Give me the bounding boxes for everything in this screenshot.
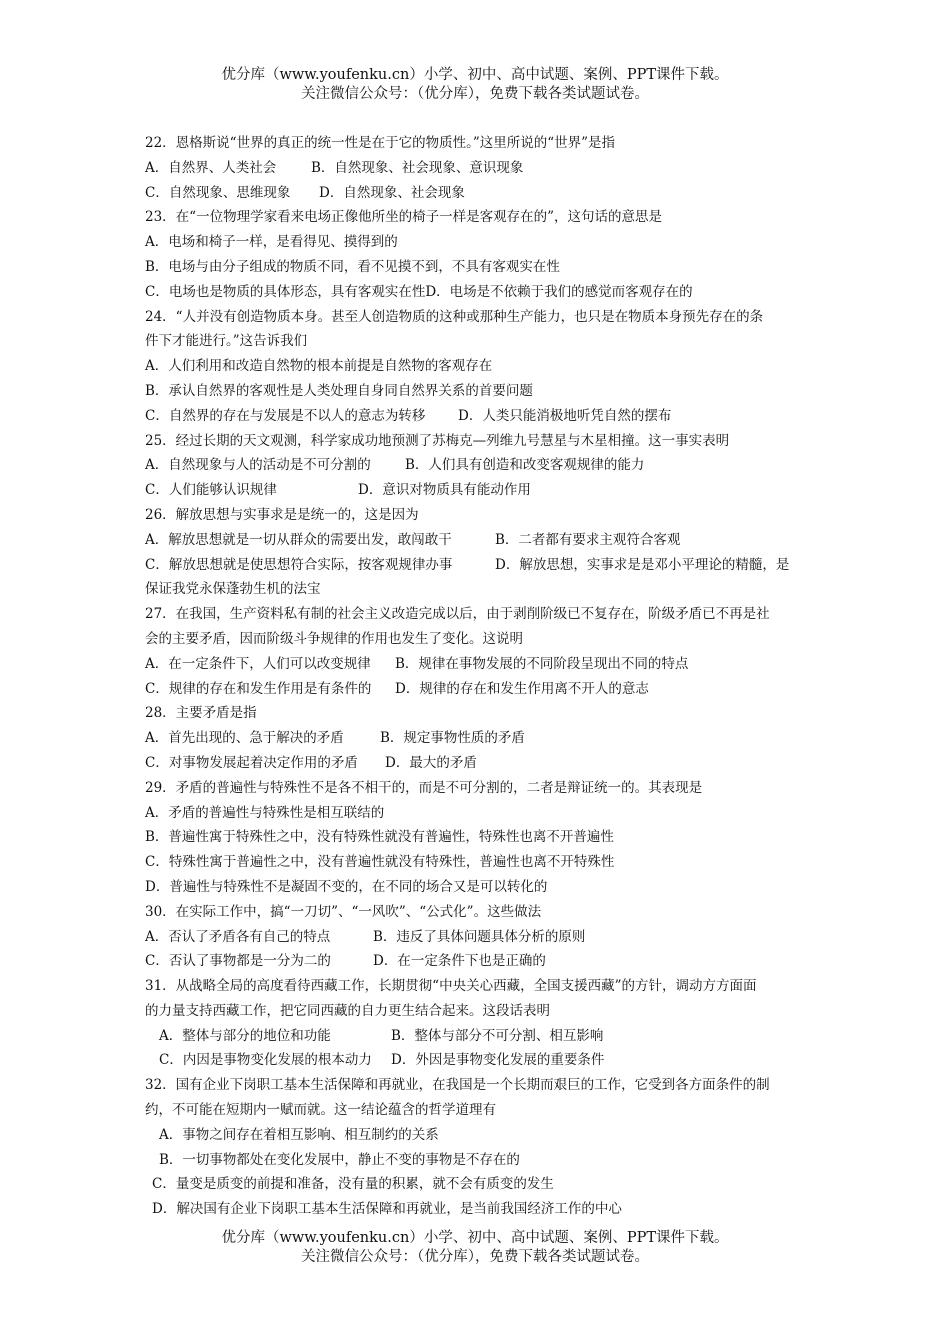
text-line: B．普遍性寓于特殊性之中，没有特殊性就没有普遍性，特殊性也离不开普遍性 xyxy=(145,829,614,846)
text-line: 31．从战略全局的高度看待西藏工作，长期贯彻“中央关心西藏，全国支援西藏”的方针，调动方方面面 xyxy=(145,978,757,995)
footer-line-2: 关注微信公众号：（优分库），免费下载各类试题试卷。 xyxy=(301,1249,649,1265)
text-line xyxy=(145,181,810,206)
text-line xyxy=(145,404,810,429)
option-right: B．二者都有要求主观符合客观 xyxy=(495,531,681,548)
header-line-2: 关注微信公众号：（优分库），免费下载各类试题试卷。 xyxy=(301,86,649,102)
option-left: C．人们能够认识规律 xyxy=(145,482,277,499)
text-line: A．电场和椅子一样，是看得见、摸得到的 xyxy=(145,234,398,251)
text-line: 保证我党永保蓬勃生机的法宝 xyxy=(145,581,321,598)
text-line: B．一切事物都处在变化发展中，静止不变的事物是不存在的 xyxy=(159,1151,520,1168)
text-line: 26．解放思想与实事求是是统一的，这是因为 xyxy=(145,506,419,523)
text-line: B．电场与由分子组成的物质不同，看不见摸不到，不具有客观实在性 xyxy=(145,258,560,275)
option-left: A．在一定条件下，人们可以改变规律 xyxy=(145,655,371,672)
text-line xyxy=(145,925,810,950)
option-right: B．规定事物性质的矛盾 xyxy=(380,730,525,747)
question-content xyxy=(145,131,810,1222)
option-left: C．自然现象、思维现象 xyxy=(145,184,291,201)
option-left: C．否认了事物都是一分为二的 xyxy=(145,953,331,970)
option-right: D．最大的矛盾 xyxy=(385,754,477,771)
option-right: B．整体与部分不可分割、相互影响 xyxy=(391,1027,604,1044)
text-line xyxy=(145,528,810,553)
text-line: 27．在我国，生产资料私有制的社会主义改造完成以后，由于剥削阶级已不复存在，阶级矛盾已不再是社 xyxy=(145,606,770,623)
option-left: C．解放思想就是使思想符合实际，按客观规律办事 xyxy=(145,556,453,573)
text-line: 23．在“一位物理学家看来电场正像他所坐的椅子一样是客观存在的”，这句话的意思是 xyxy=(145,209,662,226)
text-line: 件下才能进行。”这告诉我们 xyxy=(145,333,308,350)
option-left: C．内因是事物变化发展的根本动力 xyxy=(159,1052,372,1069)
text-line: A．人们利用和改造自然物的根本前提是自然物的客观存在 xyxy=(145,358,493,375)
text-line: 28．主要矛盾是指 xyxy=(145,705,257,722)
text-line xyxy=(145,453,810,478)
option-right: B．自然现象、社会现象、意识现象 xyxy=(311,159,524,176)
text-line: 22．恩格斯说“世界的真正的统一性是在于它的物质性。”这里所说的“世界”是指 xyxy=(145,135,616,151)
footer-line-1: 优分库（www.youfenku.cn）小学、初中、高中试题、案例、PPT课件下载。 xyxy=(221,1230,729,1246)
text-line: 32．国有企业下岗职工基本生活保障和再就业，在我国是一个长期而艰巨的工作，它受到各方面条件的制 xyxy=(145,1077,770,1094)
option-right: B．人们具有创造和改变客观规律的能力 xyxy=(405,457,645,474)
text-line xyxy=(145,553,810,578)
text-line xyxy=(145,652,810,677)
text-line: C．电场也是物质的具体形态，具有客观实在性D．电场是不依赖于我们的感觉而客观存在的 xyxy=(145,283,693,300)
option-right: D．解放思想，实事求是是邓小平理论的精髓，是 xyxy=(495,556,790,573)
text-line xyxy=(145,949,810,974)
option-right: D．意识对物质具有能动作用 xyxy=(358,482,531,499)
option-right: B．违反了具体问题具体分析的原则 xyxy=(373,928,586,945)
option-left: A．整体与部分的地位和功能 xyxy=(159,1027,331,1044)
option-right: D．规律的存在和发生作用离不开人的意志 xyxy=(395,680,649,697)
text-line: 会的主要矛盾，因而阶级斗争规律的作用也发生了变化。这说明 xyxy=(145,630,523,647)
option-right: D．在一定条件下也是正确的 xyxy=(373,953,546,970)
text-line xyxy=(145,726,810,751)
text-line: B．承认自然界的客观性是人类处理自身同自然界关系的首要问题 xyxy=(145,382,533,399)
text-line xyxy=(145,677,810,702)
page-header xyxy=(0,66,950,104)
header-line-1: 优分库（www.youfenku.cn）小学、初中、高中试题、案例、PPT课件下载。 xyxy=(221,67,729,83)
text-line: 29．矛盾的普遍性与特殊性不是各不相干的，而是不可分割的，二者是辩证统一的。其表现是 xyxy=(145,779,703,796)
text-line: A．矛盾的普遍性与特殊性是相互联结的 xyxy=(145,804,385,821)
text-line: 25．经过长期的天文观测，科学家成功地预测了苏梅克—列维九号慧星与木星相撞。这一事实表明 xyxy=(145,432,730,449)
option-left: C．对事物发展起着决定作用的矛盾 xyxy=(145,754,358,771)
option-left: C．自然界的存在与发展是不以人的意志为转移 xyxy=(145,407,426,424)
text-line: 约，不可能在短期内一赋而就。这一结论蕴含的哲学道理有 xyxy=(145,1102,496,1119)
option-right: D．人类只能消极地听凭自然的摆布 xyxy=(458,407,672,424)
option-left: C．规律的存在和发生作用是有条件的 xyxy=(145,680,372,697)
text-line xyxy=(145,478,810,503)
text-line xyxy=(145,1048,810,1073)
option-left: A．解放思想就是一切从群众的需要出发，敢闯敢干 xyxy=(145,531,452,548)
text-line: 的力量支持西藏工作，把它同西藏的自力更生结合起来。这段话表明 xyxy=(145,1002,550,1019)
text-line: A．事物之间存在着相互影响、相互制约的关系 xyxy=(159,1126,439,1143)
option-right: B．规律在事物发展的不同阶段呈现出不同的特点 xyxy=(395,655,689,672)
text-line: D．解决国有企业下岗职工基本生活保障和再就业，是当前我国经济工作的中心 xyxy=(152,1201,622,1218)
option-left: A．自然界、人类社会 xyxy=(145,159,277,176)
option-right: D．自然现象、社会现象 xyxy=(319,184,465,201)
text-line xyxy=(145,751,810,776)
option-left: A．自然现象与人的活动是不可分割的 xyxy=(145,457,371,474)
text-line xyxy=(145,156,810,181)
text-line: D．普遍性与特殊性不是凝固不变的，在不同的场合又是可以转化的 xyxy=(145,878,548,895)
text-line: 30．在实际工作中，搞“一刀切”、“一风吹”、“公式化”。这些做法 xyxy=(145,903,542,920)
text-line: C．量变是质变的前提和准备，没有量的积累，就不会有质变的发生 xyxy=(152,1176,554,1193)
text-line xyxy=(145,1024,810,1049)
page-footer xyxy=(0,1229,950,1267)
text-line: 24．“人并没有创造物质本身。甚至人创造物质的这种或那种生产能力，也只是在物质本身预先存在的条 xyxy=(145,308,764,325)
text-line: C．特殊性寓于普遍性之中，没有普遍性就没有特殊性，普遍性也离不开特殊性 xyxy=(145,854,615,871)
option-left: A．否认了矛盾各有自己的特点 xyxy=(145,928,331,945)
option-right: D．外因是事物变化发展的重要条件 xyxy=(391,1052,605,1069)
option-left: A．首先出现的、急于解决的矛盾 xyxy=(145,730,344,747)
